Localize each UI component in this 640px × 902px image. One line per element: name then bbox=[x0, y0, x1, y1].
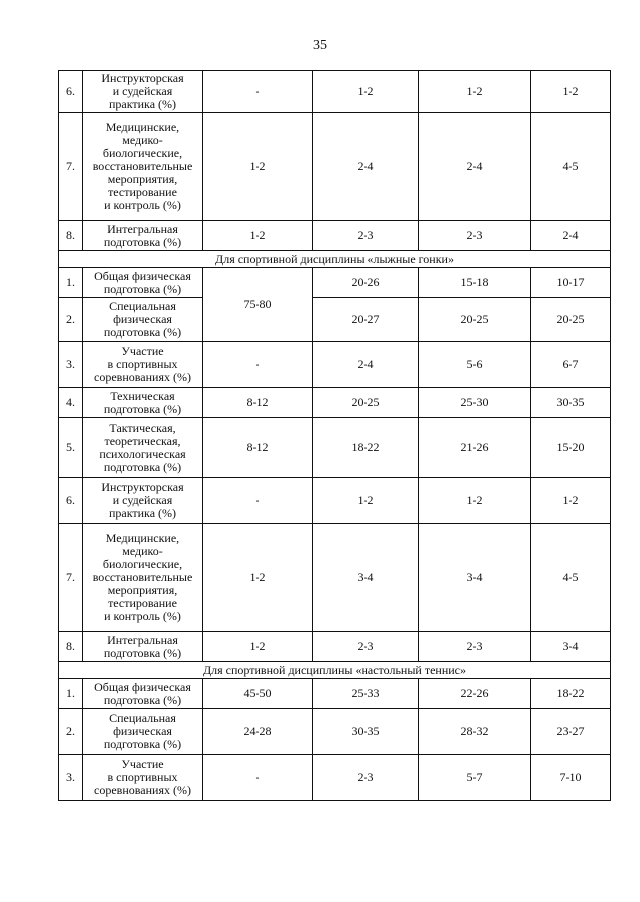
row-number: 7. bbox=[59, 524, 83, 632]
table-row bbox=[59, 632, 611, 662]
cell-value: 30-35 bbox=[531, 388, 611, 418]
row-label: Тактическая, теоретическая, психологическая подготовка (%) bbox=[83, 418, 203, 478]
cell-value: 25-30 bbox=[419, 388, 531, 418]
row-label: Техническая подготовка (%) bbox=[83, 388, 203, 418]
cell-value-merged: 75-80 bbox=[203, 268, 313, 342]
cell-value: 18-22 bbox=[531, 679, 611, 709]
row-number: 8. bbox=[59, 221, 83, 251]
row-label: Участие в спортивных соревнованиях (%) bbox=[83, 755, 203, 801]
cell-value: 1-2 bbox=[313, 478, 419, 524]
cell-value: 2-3 bbox=[313, 755, 419, 801]
row-label: Общая физическая подготовка (%) bbox=[83, 268, 203, 298]
row-number: 6. bbox=[59, 478, 83, 524]
row-label: Медицинские, медико- биологические, восстановительные мероприятия, тестирование и контроль (%) bbox=[83, 113, 203, 221]
table-row bbox=[59, 709, 611, 755]
table-row bbox=[59, 388, 611, 418]
row-number: 1. bbox=[59, 268, 83, 298]
row-number: 3. bbox=[59, 755, 83, 801]
cell-value: 1-2 bbox=[419, 71, 531, 113]
cell-value: 20-27 bbox=[313, 298, 419, 342]
row-number: 5. bbox=[59, 418, 83, 478]
section-heading-row bbox=[59, 251, 611, 268]
table-row bbox=[59, 71, 611, 113]
row-label: Интегральная подготовка (%) bbox=[83, 632, 203, 662]
cell-value: 3-4 bbox=[419, 524, 531, 632]
cell-value: 30-35 bbox=[313, 709, 419, 755]
cell-value: 1-2 bbox=[203, 113, 313, 221]
cell-value: 5-6 bbox=[419, 342, 531, 388]
table-row bbox=[59, 342, 611, 388]
row-number: 2. bbox=[59, 709, 83, 755]
cell-value: 4-5 bbox=[531, 524, 611, 632]
cell-value: 1-2 bbox=[419, 478, 531, 524]
row-label: Участие в спортивных соревнованиях (%) bbox=[83, 342, 203, 388]
row-label: Общая физическая подготовка (%) bbox=[83, 679, 203, 709]
row-number: 1. bbox=[59, 679, 83, 709]
row-label: Медицинские, медико- биологические, восстановительные мероприятия, тестирование и контроль (%) bbox=[83, 524, 203, 632]
table-row bbox=[59, 478, 611, 524]
training-ratio-table bbox=[58, 70, 611, 801]
row-number: 6. bbox=[59, 71, 83, 113]
cell-value: 2-4 bbox=[531, 221, 611, 251]
cell-value: 20-25 bbox=[419, 298, 531, 342]
table-row bbox=[59, 268, 611, 298]
row-number: 8. bbox=[59, 632, 83, 662]
cell-value: 15-18 bbox=[419, 268, 531, 298]
cell-value: 2-3 bbox=[419, 632, 531, 662]
cell-value: 3-4 bbox=[313, 524, 419, 632]
cell-value: 24-28 bbox=[203, 709, 313, 755]
row-number: 3. bbox=[59, 342, 83, 388]
row-number: 4. bbox=[59, 388, 83, 418]
cell-value: 1-2 bbox=[203, 632, 313, 662]
section-heading-row bbox=[59, 662, 611, 679]
table-row bbox=[59, 113, 611, 221]
section-heading: Для спортивной дисциплины «лыжные гонки» bbox=[59, 251, 611, 268]
cell-value: 8-12 bbox=[203, 388, 313, 418]
cell-value: 1-2 bbox=[531, 71, 611, 113]
table-row bbox=[59, 221, 611, 251]
cell-value: 10-17 bbox=[531, 268, 611, 298]
cell-value: - bbox=[203, 342, 313, 388]
section-heading: Для спортивной дисциплины «настольный теннис» bbox=[59, 662, 611, 679]
row-label: Инструкторская и судейская практика (%) bbox=[83, 478, 203, 524]
cell-value: 15-20 bbox=[531, 418, 611, 478]
cell-value: 1-2 bbox=[531, 478, 611, 524]
row-label: Специальная физическая подготовка (%) bbox=[83, 709, 203, 755]
cell-value: 5-7 bbox=[419, 755, 531, 801]
row-number: 7. bbox=[59, 113, 83, 221]
table-row bbox=[59, 418, 611, 478]
cell-value: 20-25 bbox=[531, 298, 611, 342]
cell-value: 2-3 bbox=[313, 632, 419, 662]
cell-value: 20-25 bbox=[313, 388, 419, 418]
cell-value: 1-2 bbox=[313, 71, 419, 113]
cell-value: 23-27 bbox=[531, 709, 611, 755]
cell-value: - bbox=[203, 755, 313, 801]
cell-value: 2-4 bbox=[419, 113, 531, 221]
page-number: 35 bbox=[313, 38, 327, 53]
cell-value: 25-33 bbox=[313, 679, 419, 709]
cell-value: 8-12 bbox=[203, 418, 313, 478]
cell-value: 6-7 bbox=[531, 342, 611, 388]
cell-value: 3-4 bbox=[531, 632, 611, 662]
table-row bbox=[59, 524, 611, 632]
cell-value: 45-50 bbox=[203, 679, 313, 709]
cell-value: 28-32 bbox=[419, 709, 531, 755]
cell-value: 21-26 bbox=[419, 418, 531, 478]
row-number: 2. bbox=[59, 298, 83, 342]
cell-value: 7-10 bbox=[531, 755, 611, 801]
cell-value: 22-26 bbox=[419, 679, 531, 709]
row-label: Интегральная подготовка (%) bbox=[83, 221, 203, 251]
row-label: Инструкторская и судейская практика (%) bbox=[83, 71, 203, 113]
cell-value: - bbox=[203, 478, 313, 524]
cell-value: 18-22 bbox=[313, 418, 419, 478]
cell-value: 2-4 bbox=[313, 113, 419, 221]
cell-value: - bbox=[203, 71, 313, 113]
cell-value: 20-26 bbox=[313, 268, 419, 298]
cell-value: 2-4 bbox=[313, 342, 419, 388]
cell-value: 1-2 bbox=[203, 221, 313, 251]
row-label: Специальная физическая подготовка (%) bbox=[83, 298, 203, 342]
table-row bbox=[59, 755, 611, 801]
cell-value: 2-3 bbox=[313, 221, 419, 251]
cell-value: 4-5 bbox=[531, 113, 611, 221]
table-row bbox=[59, 298, 611, 342]
table-row bbox=[59, 679, 611, 709]
cell-value: 1-2 bbox=[203, 524, 313, 632]
cell-value: 2-3 bbox=[419, 221, 531, 251]
